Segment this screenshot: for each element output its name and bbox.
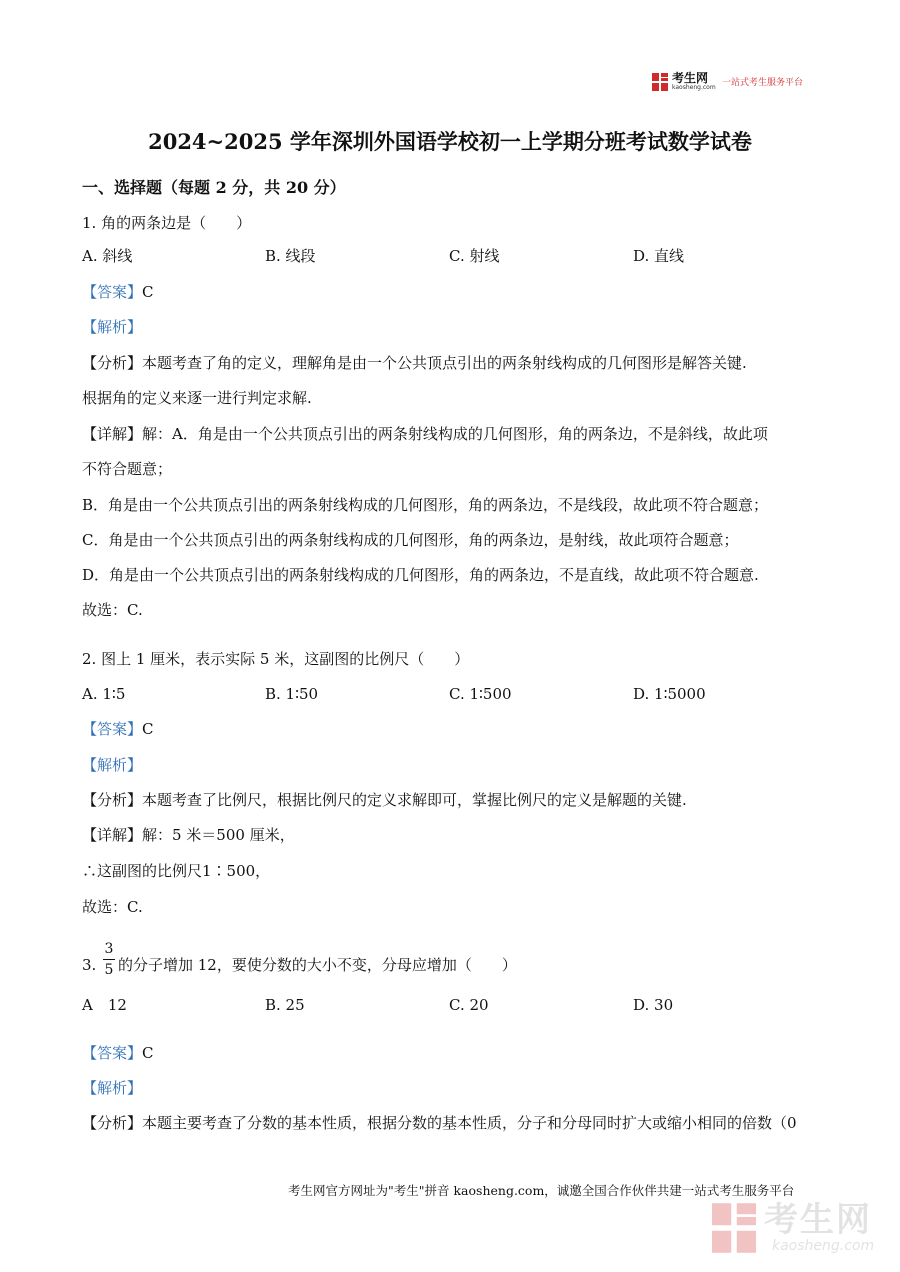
watermark-domain: kaosheng.com xyxy=(772,1238,875,1254)
q3-number: 3. xyxy=(82,956,97,974)
logo-slogan: 一站式考生服务平台 xyxy=(722,78,804,88)
q1-option-a: A. 斜线 xyxy=(82,247,133,265)
q2-answer-line xyxy=(82,719,154,739)
answer-value: C xyxy=(142,720,154,738)
q3-option-d: D. 30 xyxy=(633,996,674,1014)
q3-answer-line xyxy=(82,1043,154,1063)
q2-option-c: C. 1∶500 xyxy=(449,685,512,703)
answer-tag: 【答案】 xyxy=(82,720,143,738)
q1-analysis-line: 根据角的定义来逐一进行判定求解. xyxy=(82,389,312,407)
q1-analysis-line: 不符合题意； xyxy=(82,460,173,478)
q3-fraction xyxy=(103,941,115,978)
fraction-denominator: 5 xyxy=(104,962,114,978)
q1-analysis-line: D．角是由一个公共顶点引出的两条射线构成的几何图形，角的两条边，不是直线，故此项不符合题意. xyxy=(82,566,759,584)
kaosheng-logo-icon xyxy=(652,73,668,91)
q1-analysis-line: 【分析】本题考查了角的定义，理解角是由一个公共顶点引出的两条射线构成的几何图形是解答关键. xyxy=(82,354,747,372)
q1-stem: 1. 角的两条边是（ ） xyxy=(82,214,252,232)
answer-value: C xyxy=(142,1044,154,1062)
q2-analysis-line: ∴这副图的比例尺1∶500， xyxy=(82,862,271,880)
q2-option-a: A. 1∶5 xyxy=(82,685,126,703)
answer-tag: 【答案】 xyxy=(82,1044,143,1062)
watermark-logo-icon xyxy=(712,1202,756,1254)
q1-option-d: D. 直线 xyxy=(633,247,685,265)
q1-analysis-line: 故选：C. xyxy=(82,601,143,619)
q3-analysis-line: 【分析】本题主要考查了分数的基本性质，根据分数的基本性质，分子和分母同时扩大或缩小相同的倍数（0 xyxy=(82,1114,797,1132)
q1-option-c: C. 射线 xyxy=(449,247,500,265)
fraction-numerator: 3 xyxy=(104,941,114,957)
header-logo xyxy=(652,72,822,94)
answer-value: C xyxy=(142,283,154,301)
watermark xyxy=(712,1200,882,1258)
fraction-bar xyxy=(103,959,115,960)
section-heading: 一、选择题（每题 2 分，共 20 分） xyxy=(82,178,346,197)
answer-tag: 【答案】 xyxy=(82,283,143,301)
q1-analysis-line: C．角是由一个公共顶点引出的两条射线构成的几何图形，角的两条边，是射线，故此项符合题意； xyxy=(82,531,739,549)
q2-stem: 2. 图上 1 厘米，表示实际 5 米，这副图的比例尺（ ） xyxy=(82,650,470,668)
page-title: 2024~2025 学年深圳外国语学校初一上学期分班考试数学试卷 xyxy=(148,129,752,154)
q1-answer-line xyxy=(82,282,154,302)
q3-stem: 的分子增加 12，要使分数的大小不变，分母应增加（ ） xyxy=(118,956,517,974)
q3-option-b: B. 25 xyxy=(265,996,305,1014)
q2-option-d: D. 1∶5000 xyxy=(633,685,706,703)
q2-analysis-line: 【分析】本题考查了比例尺，根据比例尺的定义求解即可，掌握比例尺的定义是解题的关键. xyxy=(82,791,687,809)
footer-text: 考生网官方网址为"考生"拼音 kaosheng.com，诚邀全国合作伙伴共建一站式考生服务平台 xyxy=(288,1183,795,1198)
q1-option-b: B. 线段 xyxy=(265,247,316,265)
q3-option-a: A 12 xyxy=(82,996,127,1014)
analysis-tag: 【解析】 xyxy=(82,318,143,336)
q1-analysis-line: 【详解】解：A．角是由一个公共顶点引出的两条射线构成的几何图形，角的两条边，不是斜线，故此项 xyxy=(82,425,768,443)
logo-name: 考生网 xyxy=(672,71,709,85)
q2-analysis-line: 【详解】解：5 米＝500 厘米， xyxy=(82,826,295,844)
q1-analysis-line: B．角是由一个公共顶点引出的两条射线构成的几何图形，角的两条边，不是线段，故此项不符合题意； xyxy=(82,496,769,514)
analysis-tag: 【解析】 xyxy=(82,756,143,774)
q2-option-b: B. 1∶50 xyxy=(265,685,319,703)
q2-analysis-line: 故选：C. xyxy=(82,898,143,916)
logo-domain: kaosheng.com xyxy=(672,84,716,91)
watermark-text: 考生网 xyxy=(764,1200,872,1240)
q3-option-c: C. 20 xyxy=(449,996,489,1014)
analysis-tag: 【解析】 xyxy=(82,1079,143,1097)
